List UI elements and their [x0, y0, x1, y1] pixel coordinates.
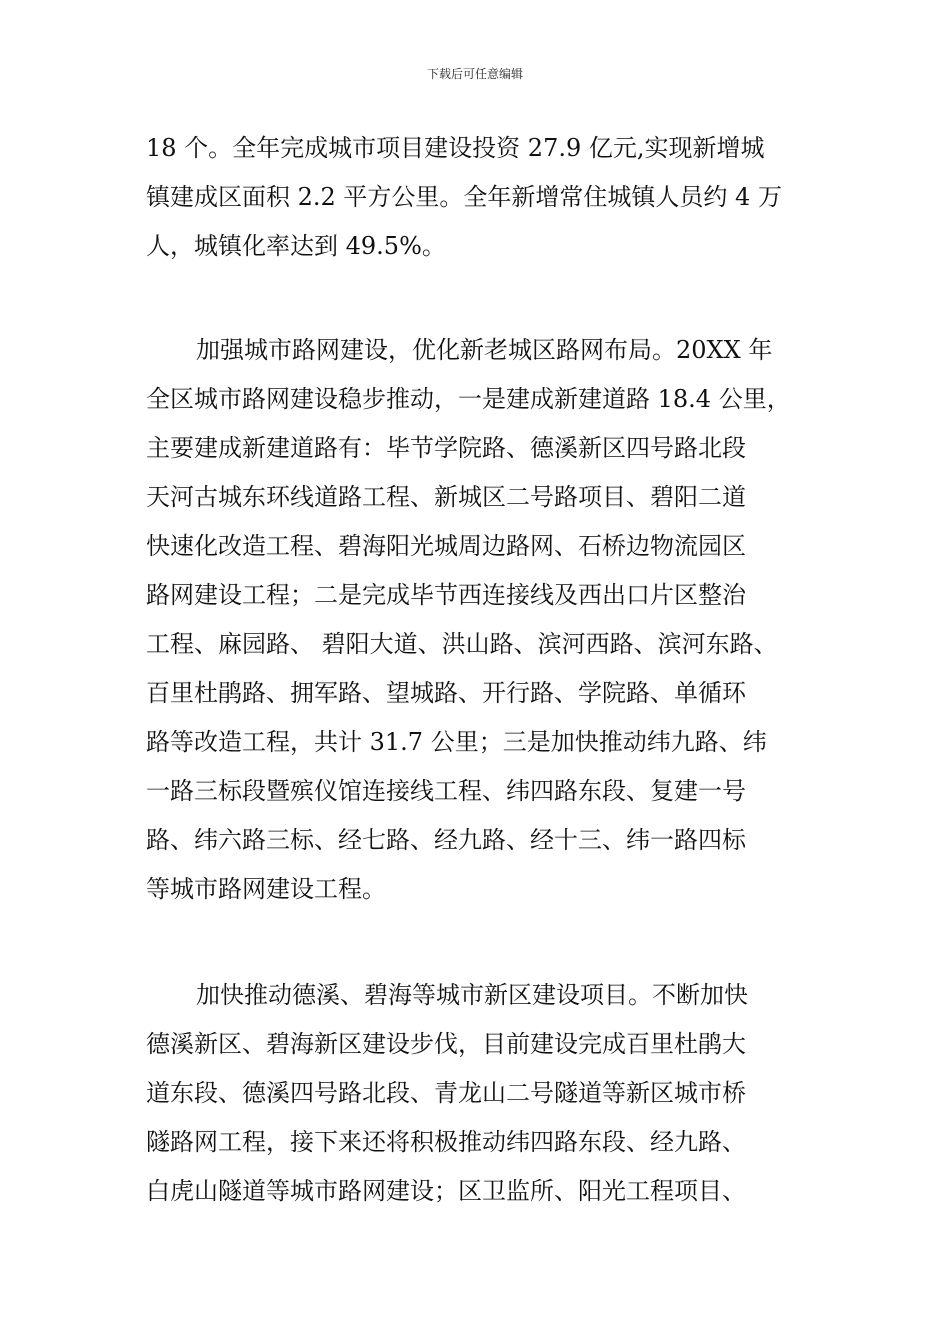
paragraph-line: 白虎山隧道等城市路网建设；区卫监所、阳光工程项目、 [146, 1177, 746, 1205]
paragraph-line: 主要建成新建道路有：毕节学院路、德溪新区四号路北段 [146, 434, 746, 462]
paragraph-line: 路等改造工程，共计 31.7 公里；三是加快推动纬九路、纬 [146, 728, 767, 756]
paragraph-line: 百里杜鹃路、拥军路、望城路、开行路、学院路、单循环 [146, 679, 746, 707]
paragraph-line: 一路三标段暨殡仪馆连接线工程、纬四路东段、复建一号 [146, 777, 746, 805]
paragraph-line: 隧路网工程，接下来还将积极推动纬四路东段、经九路、 [146, 1128, 746, 1156]
paragraph-line: 镇建成区面积 2.2 平方公里。全年新增常住城镇人员约 4 万 [146, 183, 782, 211]
paragraph-line: 加强城市路网建设，优化新老城区路网布局。20XX 年 [196, 336, 773, 364]
paragraph-line: 全区城市路网建设稳步推动，一是建成新建道路 18.4 公里， [146, 385, 791, 413]
paragraph-line: 道东段、德溪四号路北段、青龙山二号隧道等新区城市桥 [146, 1079, 746, 1107]
paragraph-line: 18 个。全年完成城市项目建设投资 27.9 亿元,实现新增城 [146, 134, 765, 162]
paragraph-line: 路网建设工程；二是完成毕节西连接线及西出口片区整治 [146, 581, 746, 609]
paragraph-line: 路、纬六路三标、经七路、经九路、经十三、纬一路四标 [146, 826, 746, 854]
page-header-note: 下载后可任意编辑 [426, 67, 523, 81]
paragraph-line: 快速化改造工程、碧海阳光城周边路网、石桥边物流园区 [146, 532, 746, 560]
paragraph-line: 人，城镇化率达到 49.5%。 [146, 232, 446, 260]
paragraph-line: 等城市路网建设工程。 [146, 875, 386, 903]
paragraph-line: 德溪新区、碧海新区建设步伐，目前建设完成百里杜鹃大 [146, 1030, 746, 1058]
paragraph-line: 工程、麻园路、 碧阳大道、洪山路、滨河西路、滨河东路、 [146, 630, 778, 658]
paragraph-line: 天河古城东环线道路工程、新城区二号路项目、碧阳二道 [146, 483, 746, 511]
paragraph-line: 加快推动德溪、碧海等城市新区建设项目。不断加快 [196, 981, 748, 1009]
